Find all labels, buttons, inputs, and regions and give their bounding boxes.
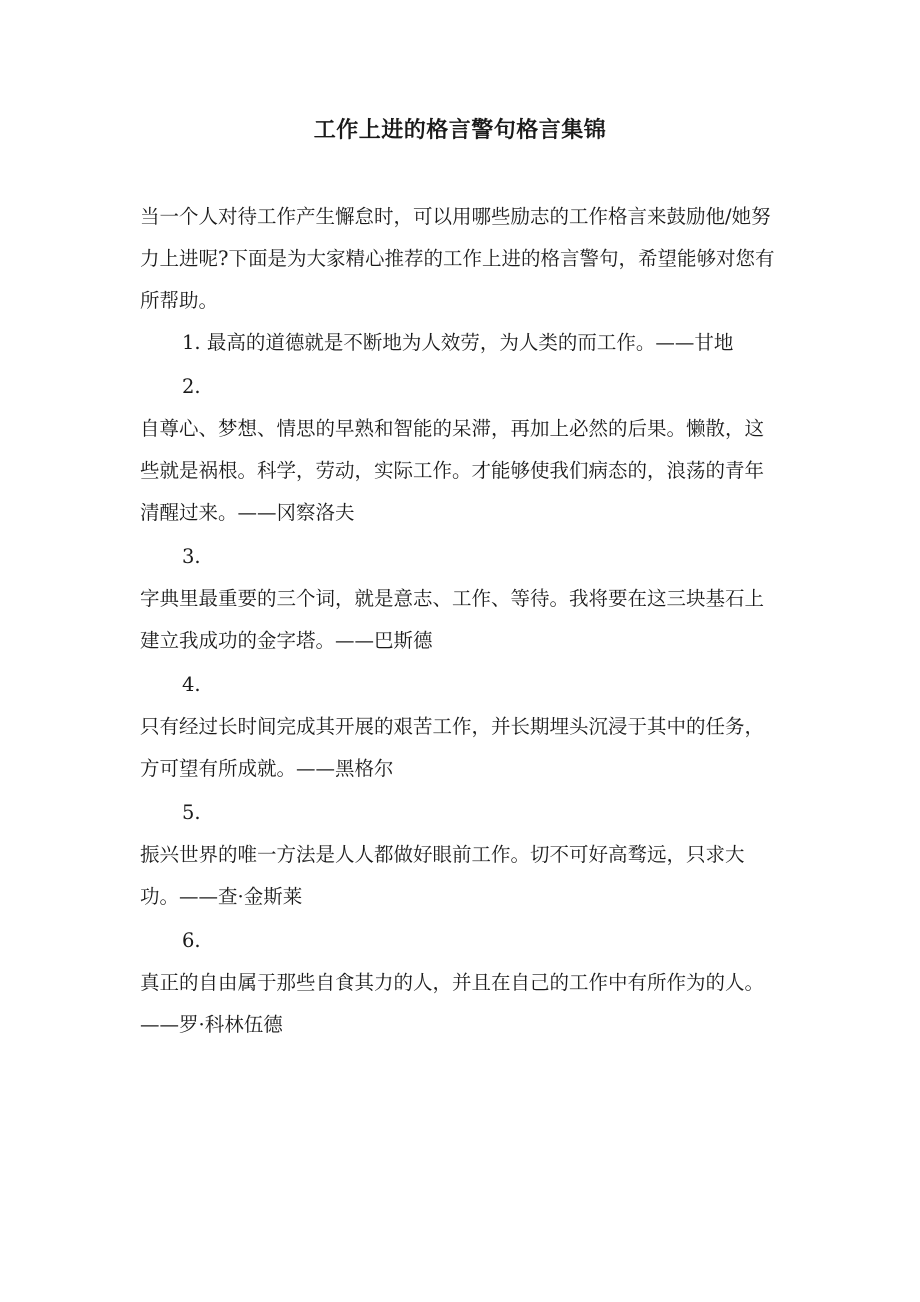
quote-4-number: 4. [182,673,201,696]
quote-2-number: 2. [182,375,201,398]
quote-6-number: 6. [182,929,201,952]
quote-4-text: 只有经过长时间完成其开展的艰苦工作，并长期埋头沉浸于其中的任务，方可望有所成就。——黑格尔 [140,715,765,780]
quote-2-text: 自尊心、梦想、情思的早熟和智能的呆滞，再加上必然的后果。懒散，这些就是祸根。科学，劳动，实际工作。才能够使我们病态的，浪荡的青年清醒过来。——冈察洛夫 [140,417,765,524]
page-title: 工作上进的格言警句格言集锦 [313,117,607,143]
document-body [140,196,780,1048]
quote-5-number: 5. [182,801,201,824]
quote-1-number: 1. [182,331,201,354]
quote-1-text: 最高的道德就是不断地为人效劳，为人类的而工作。——甘地 [206,331,734,354]
quote-6-text: 真正的自由属于那些自食其力的人，并且在自己的工作中有所作为的人。——罗·科林伍德 [140,971,765,1036]
quote-5-text: 振兴世界的唯一方法是人人都做好眼前工作。切不可好高骛远，只求大功。——查·金斯莱 [140,843,745,908]
intro-paragraph: 当一个人对待工作产生懈怠时，可以用哪些励志的工作格言来鼓励他/她努力上进呢?下面是为大家精心推荐的工作上进的格言警句，希望能够对您有所帮助。 [140,205,775,312]
quote-3-number: 3. [182,545,201,568]
quote-1 [140,322,780,364]
quote-3-text: 字典里最重要的三个词，就是意志、工作、等待。我将要在这三块基石上建立我成功的金字塔。——巴斯德 [140,587,765,652]
